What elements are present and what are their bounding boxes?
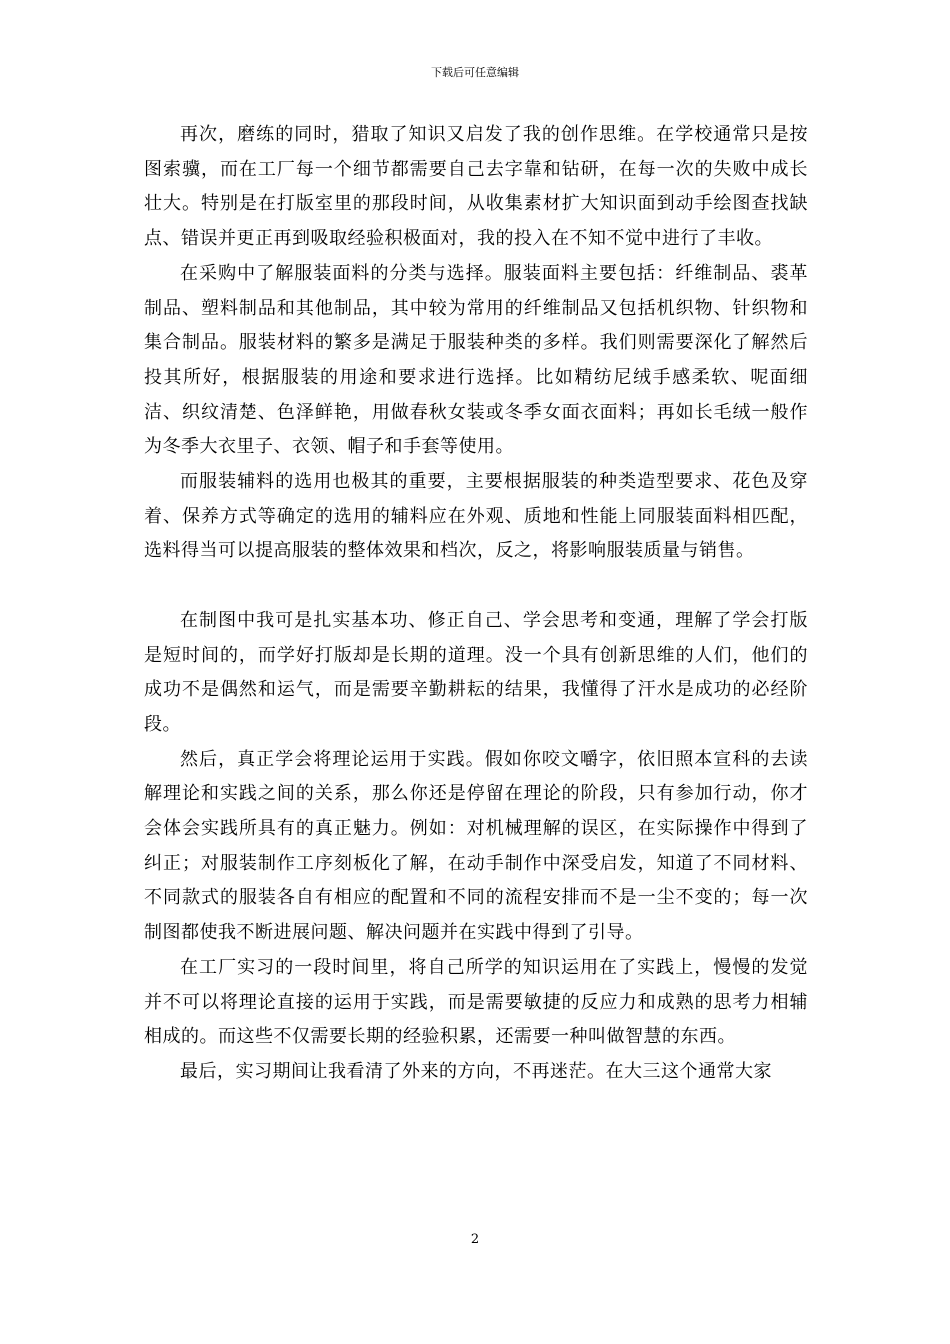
- paragraph-practice-training: 再次，磨练的同时，猎取了知识又启发了我的创作思维。在学校通常只是按图索骥，而在工厂每一个细节都需要自己去字靠和钻研，在每一次的失败中成长壮大。特别是在打版室里的那段时间，从收集素材扩大知识面到动手绘图查找缺点、错误并更正再到吸取经验积极面对，我的投入在不知不觉中进行了丰收。: [144, 124, 808, 250]
- paragraph-fabric-selection: 在采购中了解服装面料的分类与选择。服装面料主要包括：纤维制品、裘革制品、塑料制品和其他制品，其中较为常用的纤维制品又包括机织物、针织物和集合制品。服装材料的繁多是满足于服装种类的多样。我们则需要深化了解然后投其所好，根据服装的用途和要求进行选择。比如精纺尼绒手感柔软、呢面细洁、织纹清楚、色泽鲜艳，用做春秋女装或冬季女面衣面料；再如长毛绒一般作为冬季大衣里子、衣领、帽子和手套等使用。: [144, 262, 808, 458]
- paragraph-pattern-drafting: 在制图中我可是扎实基本功、修正自己、学会思考和变通，理解了学会打版是短时间的，而学好打版却是长期的道理。没一个具有创新思维的人们，他们的成功不是偶然和运气，而是需要辛勤耕耘的结果，我懂得了汗水是成功的必经阶段。: [144, 609, 808, 735]
- paragraph-theory-practice: 然后，真正学会将理论运用于实践。假如你咬文嚼字，依旧照本宣科的去读解理论和实践之间的关系，那么你还是停留在理论的阶段，只有参加行动，你才会体会实践所具有的真正魅力。例如：对机械理解的误区，在实际操作中得到了纠正；对服装制作工序刻板化了解，在动手制作中深受启发，知道了不同材料、不同款式的服装各自有相应的配置和不同的流程安排而不是一尘不变的；每一次制图都使我不断进展问题、解决问题并在实践中得到了引导。: [144, 748, 808, 944]
- page-number: 2: [470, 1232, 480, 1247]
- document-body: [144, 118, 808, 1090]
- paragraph-gap: [144, 569, 808, 604]
- paragraph-factory-internship: 在工厂实习的一段时间里，将自己所学的知识运用在了实践上，慢慢的发觉并不可以将理论直接的运用于实践，而是需要敏捷的反应力和成熟的思考力相辅相成的。而这些不仅需要长期的经验积累，还需要一种叫做智慧的东西。: [144, 956, 808, 1048]
- paragraph-conclusion-start: 最后，实习期间让我看清了外来的方向，不再迷茫。在大三这个通常大家: [180, 1060, 772, 1082]
- paragraph-accessories: 而服装辅料的选用也极其的重要，主要根据服装的种类造型要求、花色及穿着、保养方式等确定的选用的辅料应在外观、质地和性能上同服装面料相匹配，选料得当可以提高服装的整体效果和档次，反之，将影响服装质量与销售。: [144, 471, 808, 562]
- page-header: 下载后可任意编辑: [431, 66, 519, 79]
